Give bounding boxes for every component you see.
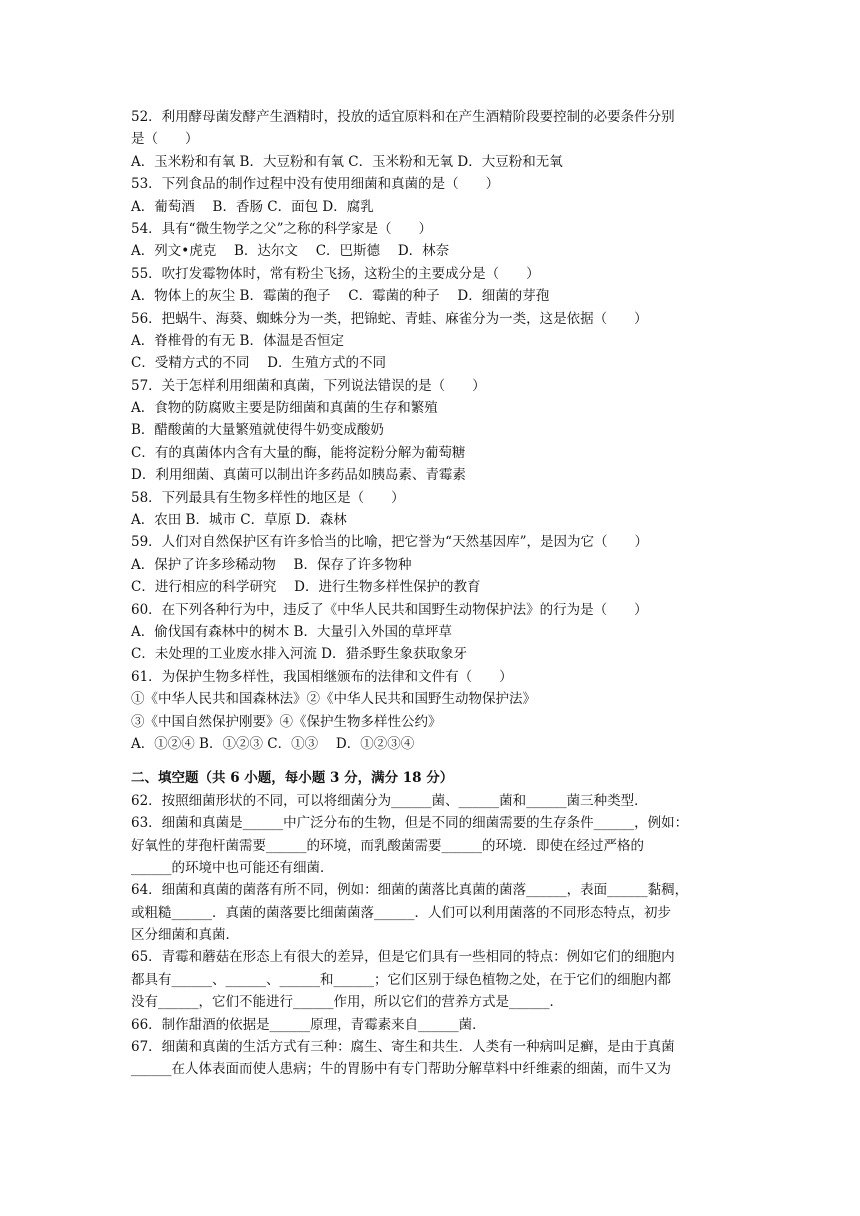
- question-content: [131, 106, 731, 1081]
- question-line: A．保护了许多珍稀动物 B．保存了许多物种: [131, 556, 412, 573]
- question-line: 是（ ）: [131, 131, 199, 148]
- fill-blank-line: 64．细菌和真菌的菌落有所不同，例如：细菌的菌落比真菌的菌落______，表面______黏稠，: [131, 882, 689, 899]
- fill-blank-line: 63．细菌和真菌是______中广泛分布的生物，但是不同的细菌需要的生存条件______，例如：: [131, 815, 689, 832]
- question-line: B．醋酸菌的大量繁殖就使得牛奶变成酸奶: [131, 422, 384, 439]
- question-line: C．进行相应的科学研究 D．进行生物多样性保护的教育: [131, 579, 481, 596]
- question-line: C．有的真菌体内含有大量的酶，能将淀粉分解为葡萄糖: [131, 444, 466, 461]
- question-line: A．农田 B．城市 C．草原 D．森林: [131, 512, 347, 529]
- question-line: 52．利用酵母菌发酵产生酒精时，投放的适宜原料和在产生酒精阶段要控制的必要条件分别: [131, 109, 675, 125]
- fill-blank-line: 区分细菌和真菌．: [131, 927, 239, 944]
- question-line: A．葡萄酒 B．香肠 C．面包 D．腐乳: [131, 198, 374, 215]
- question-line: ③《中国自然保护刚要》④《保护生物多样性公约》: [131, 713, 442, 730]
- section-gap: [131, 755, 731, 767]
- question-line: 54．具有“微生物学之父”之称的科学家是（ ）: [131, 220, 432, 237]
- question-line: D．利用细菌、真菌可以制出许多药品如胰岛素、青霉素: [131, 467, 466, 484]
- fill-in-section: [131, 790, 731, 1081]
- fill-blank-line: 没有______，它们不能进行______作用，所以它们的营养方式是______．: [131, 994, 563, 1011]
- multiple-choice-section: [131, 106, 731, 755]
- question-line: A．食物的防腐败主要是防细菌和真菌的生存和繁殖: [131, 400, 438, 417]
- fill-blank-line: 都具有______、______、______和______；它们区别于绿色植物之处，在于它们的细胞内都: [131, 971, 671, 988]
- question-line: A．偷伐国有森林中的树木 B．大量引入外国的草坪草: [131, 623, 452, 640]
- question-line: A．脊椎骨的有无 B．体温是否恒定: [131, 332, 344, 349]
- fill-blank-line: 66．制作甜酒的依据是______原理，青霉素来自______菌．: [131, 1016, 486, 1033]
- question-line: 53．下列食品的制作过程中没有使用细菌和真菌的是（ ）: [131, 176, 500, 193]
- fill-blank-line: 62．按照细菌形状的不同，可以将细菌分为______菌、______菌和______菌三种类型．: [131, 792, 648, 809]
- question-line: C．未处理的工业废水排入河流 D．猎杀野生象获取象牙: [131, 646, 467, 663]
- question-line: 56．把蜗牛、海葵、蜘蛛分为一类，把锦蛇、青蛙、麻雀分为一类，这是依据（ ）: [131, 310, 648, 327]
- question-line: 61．为保护生物多样性，我国相继颁布的法律和文件有（ ）: [131, 668, 513, 685]
- question-line: ①《中华人民共和国森林法》②《中华人民共和国野生动物保护法》: [131, 691, 536, 708]
- question-line: 55．吹打发霉物体时，常有粉尘飞扬，这粉尘的主要成分是（ ）: [131, 265, 540, 282]
- question-line: 58．下列最具有生物多样性的地区是（ ）: [131, 489, 405, 506]
- question-line: C．受精方式的不同 D．生殖方式的不同: [131, 355, 386, 372]
- fill-blank-line: ______的环境中也可能还有细菌．: [131, 859, 334, 876]
- fill-blank-line: 67．细菌和真菌的生活方式有三种：腐生、寄生和共生．人类有一种病叫足癣，是由于真菌: [131, 1039, 675, 1056]
- question-line: A．列文•虎克 B．达尔文 C．巴斯德 D．林奈: [131, 243, 450, 260]
- fill-blank-line: 65．青霉和蘑菇在形态上有很大的差异，但是它们具有一些相同的特点：例如它们的细胞内: [131, 949, 675, 966]
- question-line: A．玉米粉和有氧 B．大豆粉和有氧 C．玉米粉和无氧 D．大豆粉和无氧: [131, 153, 563, 170]
- fill-blank-line: 或粗糙______．真菌的菌落要比细菌菌落______．人们可以利用菌落的不同形态特点，初步: [131, 904, 671, 921]
- question-line: A．物体上的灰尘 B．霉菌的孢子 C．霉菌的种子 D．细菌的芽孢: [131, 288, 550, 305]
- section-title: 二、填空题（共 6 小题，每小题 3 分，满分 18 分）: [131, 770, 454, 787]
- fill-blank-line: ______在人体表面而使人患病；牛的胃肠中有专门帮助分解草料中纤维素的细菌，而牛又为: [131, 1061, 671, 1078]
- question-line: 60．在下列各种行为中，违反了《中华人民共和国野生动物保护法》的行为是（ ）: [131, 601, 648, 618]
- question-line: A．①②④ B．①②③ C．①③ D．①②③④: [131, 735, 415, 752]
- question-line: 59．人们对自然保护区有许多恰当的比喻，把它誉为“天然基因库”，是因为它（ ）: [131, 534, 648, 551]
- fill-blank-line: 好氧性的芽孢杆菌需要______的环境，而乳酸菌需要______的环境．即使在经过严格的: [131, 837, 644, 854]
- question-line: 57．关于怎样利用细菌和真菌，下列说法错误的是（ ）: [131, 377, 486, 394]
